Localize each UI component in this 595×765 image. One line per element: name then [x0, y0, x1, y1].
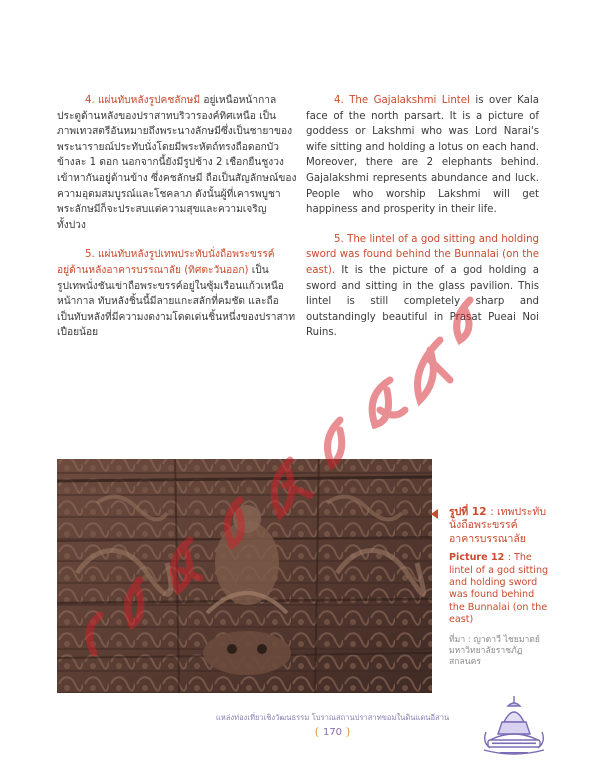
thai-column [57, 93, 297, 341]
thai-p5-head-tail: เป็น [251, 264, 269, 276]
stupa-logo-icon [480, 692, 548, 760]
triangle-left-icon [431, 509, 438, 519]
thai-p4-line: ประตูด้านหลังของปราสาทบริวารองค์ทิศเหนือ เป็น [57, 110, 277, 122]
page-number-block [200, 727, 465, 738]
caption-english [449, 552, 550, 626]
thai-p4-heading: 4. แผ่นทับหลังรูปคชลักษมี [85, 95, 201, 106]
thai-p4-line: เข้าหากันอยู่ด้านข้าง ซึ่งคชลักษมี ถือเป็นสัญลักษณ์ของ [57, 172, 297, 184]
english-p4-body: is over Kala face of the north parsart. It is a picture of goddess or Lakshmi who was Lord Narai's wife sitting and holding a lotus on each hand. Moreover, there are 2 elephants behind. Gajalakshmi represents abundance and luck. People who worship Lakshmi will get happiness and prosperity in their life. [306, 95, 539, 216]
figure-caption [445, 506, 550, 668]
thai-p5-line: หน้ากาล ทับหลังชิ้นนี้มีลายแกะสลักที่คมชัด และถือ [57, 296, 279, 308]
thai-paragraph-4 [57, 93, 289, 109]
caption-thai-label: รูปที่ 12 [449, 506, 487, 518]
thai-p5-heading-tail: อยู่ด้านหลังอาคารบรรณาลัย (ทิศตะวันออก) [57, 264, 249, 276]
thai-p5-heading: 5. แผ่นทับหลังรูปเทพประทับนั่งถือพระขรรค์ [85, 249, 275, 261]
thai-p5-line: เป็นทับหลังที่มีความงดงามโดดเด่นชิ้นหนึ่งของปราสาท [57, 311, 296, 323]
thai-p4-line: พระลักษมีก็จะประสบแต่ความสุขและความเจริญ [57, 204, 267, 216]
thai-p4-body [57, 109, 297, 234]
thai-p4-line: พระนารายณ์ประทับนั่งโดยมีพระหัตถ์ทรงถือดอกบัว [57, 141, 279, 153]
caption-thai-text: : เทพประทับนั่งถือพระขรรค์ อาคารบรรณาลัย [449, 506, 546, 545]
caption-source: ที่มา : ญาดาวี ไชยมาตย์ มหาวิทยาลัยราชภัฏสกลนคร [449, 634, 540, 668]
english-paragraph-5 [306, 232, 539, 341]
thai-p5-heading-line-2 [57, 263, 289, 279]
lintel-photo [57, 453, 432, 693]
thai-paragraph-5 [57, 247, 296, 341]
page-footer [200, 712, 465, 738]
lintel-carving-image [57, 453, 432, 693]
thai-p4-line: อยู่เหนือหน้ากาล [203, 95, 277, 106]
page-bracket-close: } [345, 727, 352, 738]
thai-p4-line: ข้างละ 1 ดอก นอกจากนี้ยังมีรูปช้าง 2 เชือกยืนชูงวง [57, 157, 284, 169]
thai-p4-line: ความอุดมสมบูรณ์และโชคลาภ ดังนั้นผู้ที่เคารพบูชา [57, 188, 281, 200]
thai-p4-line: ทั้งปวง [57, 219, 86, 231]
thai-p4-line: ภาพเทวสตรีอันหมายถึงพระนางลักษมีซึ่งเป็นชายาของ [57, 126, 293, 138]
caption-english-label: Picture 12 [449, 552, 505, 564]
footer-title: แหล่งท่องเที่ยวเชิงวัฒนธรรม โบราณสถานปราสาทขอมในดินแดนอีสาน [215, 713, 450, 722]
page-bracket-open: { [313, 727, 320, 738]
english-column [306, 93, 539, 341]
thai-p5-line: รูปเทพนั่งชันเข่าถือพระขรรค์อยู่ในซุ้มเรือนแก้วเหนือ [57, 280, 284, 292]
thai-p5-line: เปือยน้อย [57, 327, 99, 339]
english-p5-body: It is the picture of a god holding a sword and sitting in the glass pavilion. This lintel is still completely sharp and outstandingly beautiful in Prasat Pueai Noi Ruins. [306, 264, 539, 339]
english-p4-heading: 4. The Gajalakshmi Lintel [334, 95, 470, 106]
caption-thai [449, 506, 550, 546]
english-paragraph-4 [306, 93, 539, 218]
caption-english-text: : The lintel of a god sitting and holding sword was found behind the Bunnalai (on the east) [449, 552, 549, 626]
english-p5-heading: 5. The lintel of a god sitting and holding sword was found behind the Bunnalai (on the east). [306, 233, 539, 276]
page-number: 170 [322, 727, 343, 738]
